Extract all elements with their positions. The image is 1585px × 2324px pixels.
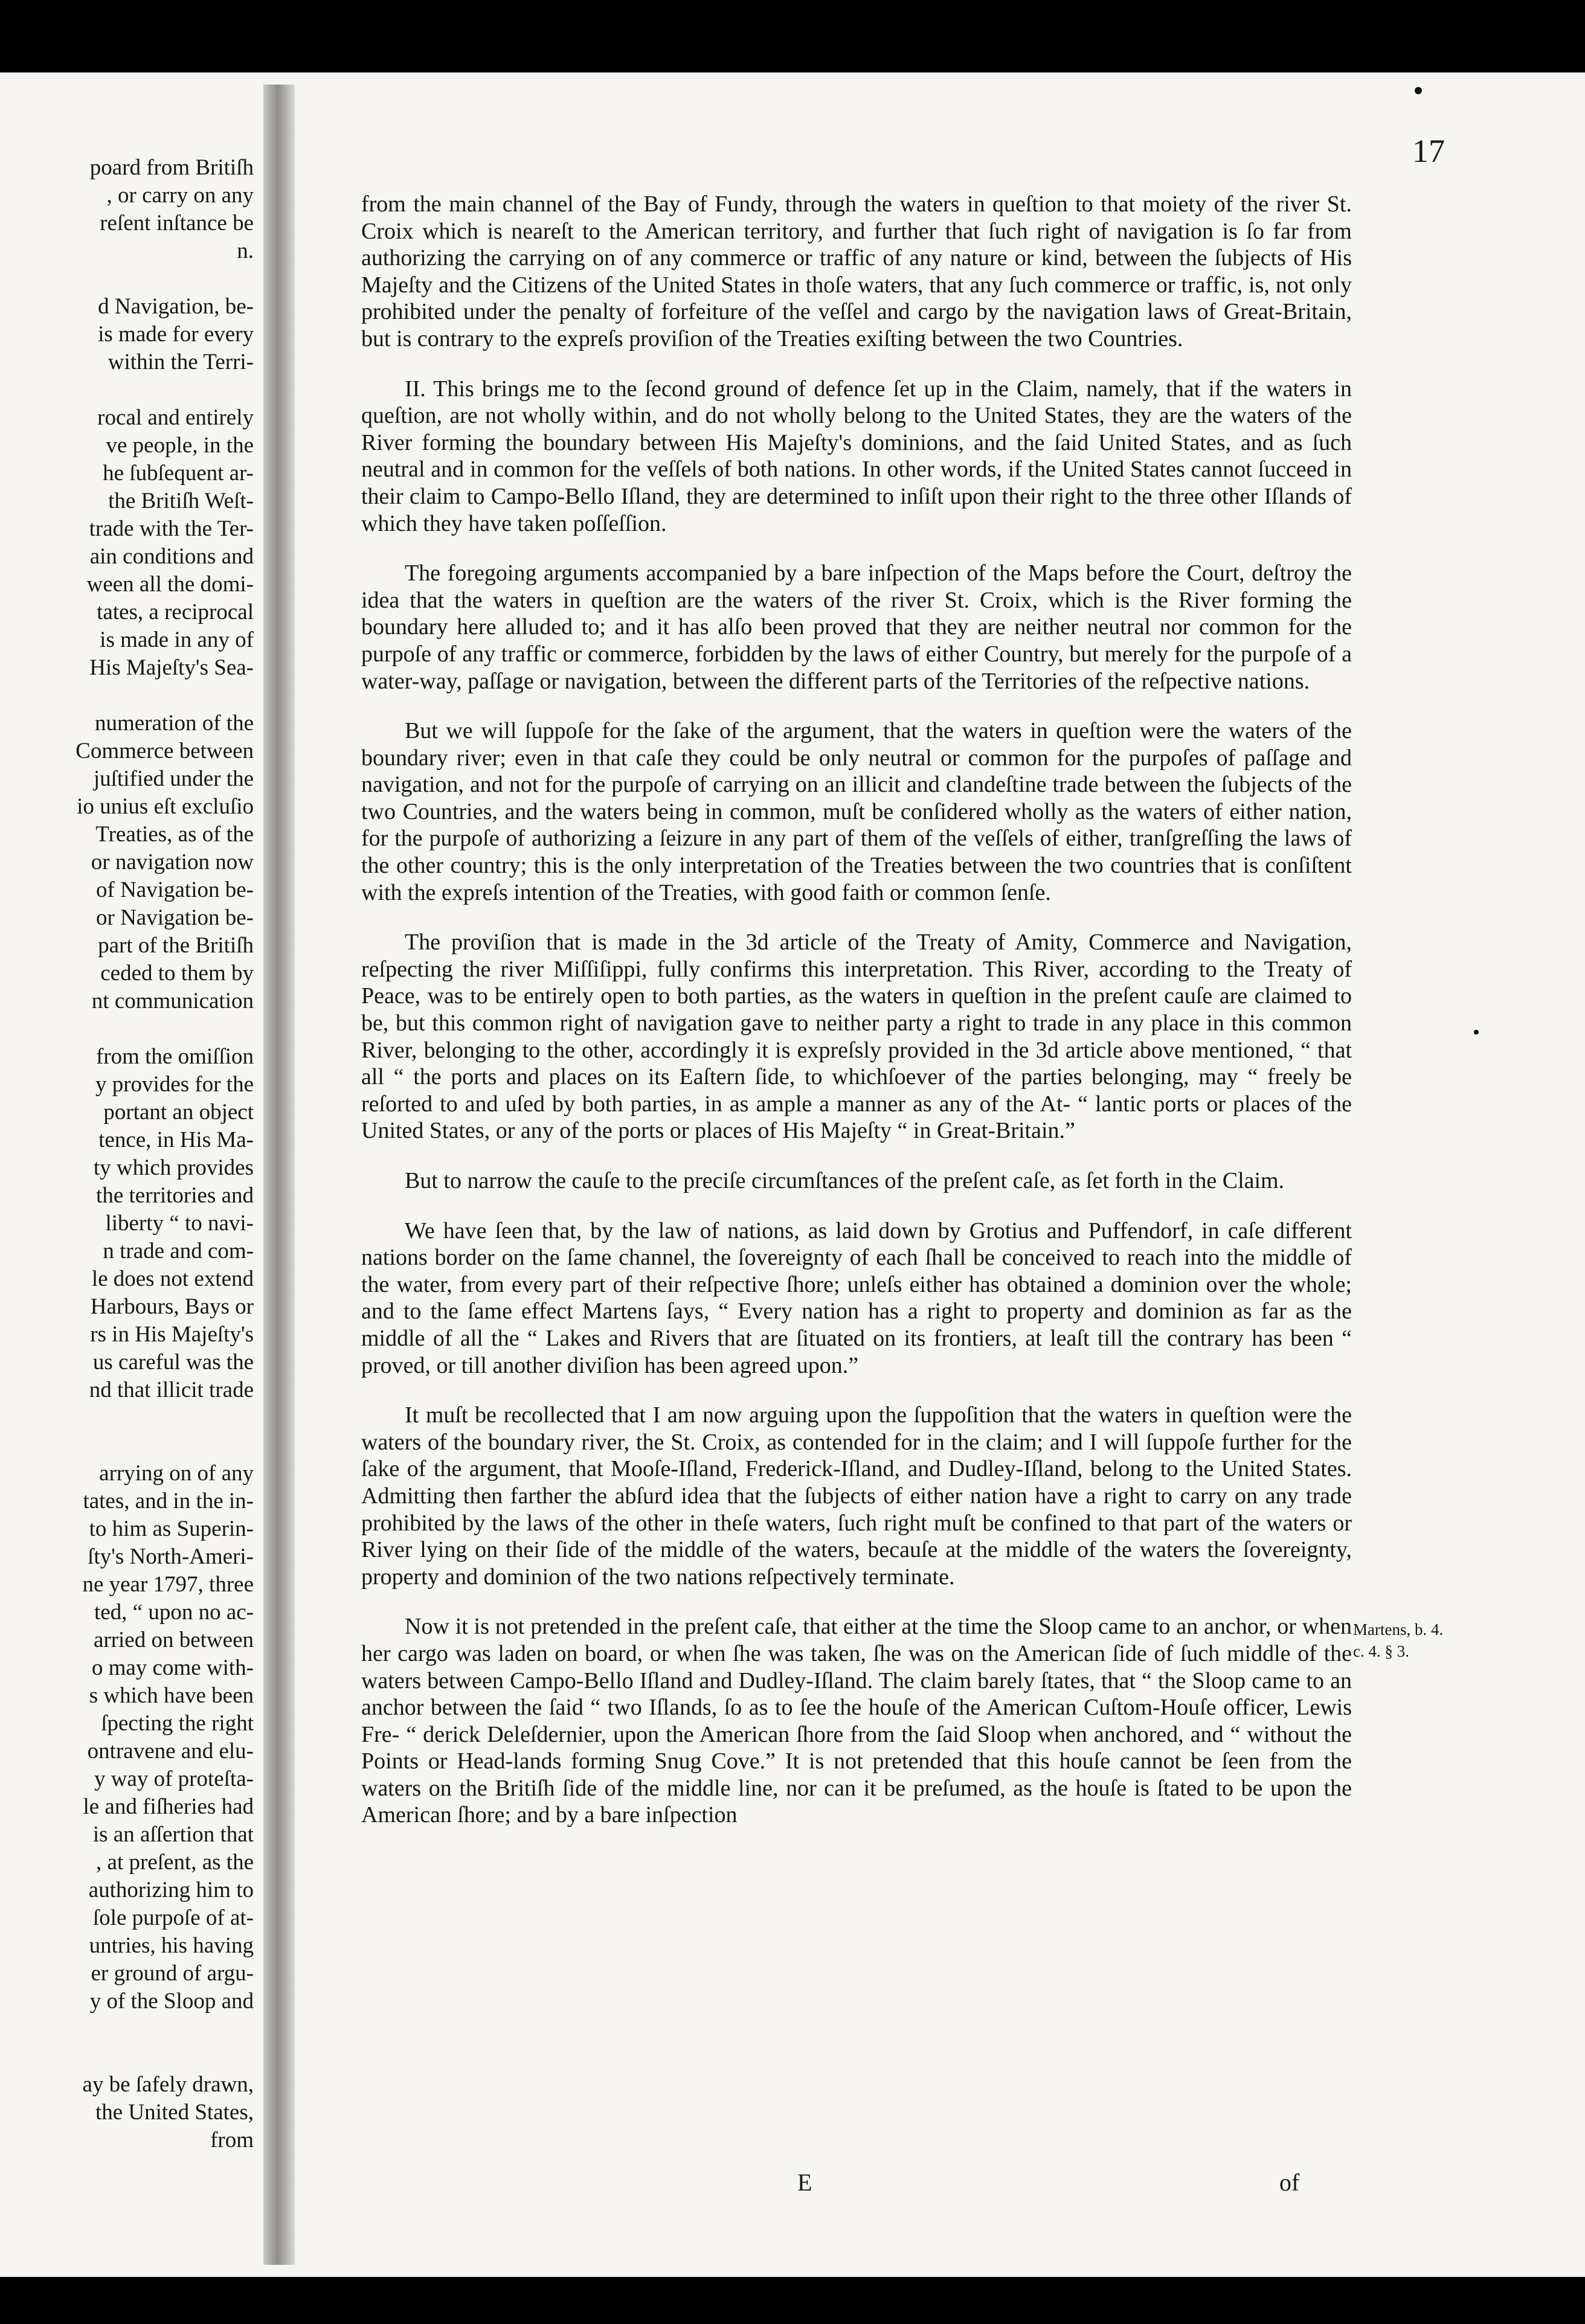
scan-speck: [1415, 87, 1422, 94]
facing-page-line: d Navigation, be-: [98, 294, 254, 319]
facing-page-line: the territories and: [96, 1183, 254, 1208]
facing-page-line: ne year 1797, three: [82, 1572, 254, 1597]
facing-page-line: from: [210, 2128, 254, 2152]
facing-page-line: ſty's North-Ameri-: [88, 1544, 254, 1569]
facing-page-line: trade with the Ter-: [89, 516, 254, 541]
main-text-block: [361, 168, 1352, 1852]
facing-page-line: authorizing him to: [88, 1878, 254, 1902]
paragraph: Now it is not pretended in the preſent caſe, that either at the time the Sloop came to an anchor, or when her cargo was laden on board, or when ſhe was taken, ſhe was on the American ſide of ſuch middle of the waters between Campo-Bello Iſland and Dudley-Iſland. The claim barely ſtates, that “ the Sloop came to an anchor between the ſaid “ two Iſlands, ſo as to ſee the houſe of the American Cuſtom-Houſe officer, Lewis Fre- “ derick Deleſdernier, upon the American ſhore from the ſaid Sloop when anchored, and “ without the Points or Head-lands forming Snug Cove.” It is not pretended that this houſe cannot be ſeen from the waters on the Britiſh ſide of the middle line, nor can it be preſumed, as the houſe is ſtated to be upon the American ſhore; and by a bare inſpection: [361, 1614, 1352, 1828]
facing-page-line: ceded to them by: [100, 961, 254, 986]
facing-page-line: portant an object: [103, 1100, 254, 1125]
facing-page-line: n trade and com-: [103, 1239, 254, 1263]
facing-page-line: er ground of argu-: [91, 1961, 254, 1986]
facing-page-line: nd that illicit trade: [89, 1378, 254, 1402]
facing-page-line: juſtified under the: [93, 766, 254, 791]
facing-page-line: the United States,: [95, 2100, 254, 2125]
facing-page-line: us careful was the: [92, 1350, 254, 1375]
facing-page-line: s which have been: [89, 1683, 254, 1708]
facing-page-line: nt communication: [91, 989, 254, 1013]
facing-page-line: he ſubſequent ar-: [103, 461, 254, 486]
facing-page-line: to him as Superin-: [89, 1517, 254, 1541]
marginal-note: Martens, b. 4. c. 4. § 3.: [1353, 1620, 1444, 1660]
facing-page-line: untries, his having: [89, 1933, 254, 1958]
facing-page-line: le and fiſheries had: [83, 1794, 254, 1819]
facing-page-line: Commerce between: [76, 739, 254, 763]
facing-page-line: reſent inſtance be: [100, 211, 254, 236]
facing-page-line: is made in any of: [100, 628, 254, 652]
facing-page-line: ſole purpoſe of at-: [92, 1905, 254, 1930]
paragraph: It muſt be recollected that I am now arguing upon the ſuppoſition that the waters in queſtion were the waters of the boundary river, the St. Croix, as contended for in the claim; and I will ſuppoſe further for the ſake of the argument, that Mooſe-Iſland, Frederick-Iſland, and Dudley-Iſland, belong to the United States. Admitting then farther the abſurd idea that the ſubjects of either nation have a right to carry on any trade prohibited by the laws of the other in theſe waters, ſuch right muſt be confined to that part of the waters or River lying on their ſide of the middle of the waters, becauſe at the middle of the waters the ſovereignty, property and dominion of the two nations reſpectively terminate.: [361, 1402, 1352, 1590]
facing-page-line: ontravene and elu-: [87, 1739, 254, 1764]
facing-page-fragment: [0, 72, 254, 2277]
facing-page-line: y provides for the: [95, 1072, 254, 1097]
facing-page-line: liberty “ to navi-: [105, 1211, 254, 1236]
facing-page-line: tates, a reciprocal: [97, 600, 254, 624]
scanned-page: [0, 72, 1585, 2277]
facing-page-line: rocal and entirely: [97, 405, 254, 430]
signature-mark: E: [797, 2169, 812, 2196]
facing-page-line: His Majeſty's Sea-: [89, 655, 254, 680]
facing-page-line: , or carry on any: [106, 183, 254, 208]
facing-page-line: of Navigation be-: [96, 878, 254, 902]
facing-page-line: Treaties, as of the: [95, 822, 254, 847]
facing-page-line: arried on between: [93, 1628, 254, 1652]
paragraph: But we will ſuppoſe for the ſake of the argument, that the waters in queſtion were the waters of the boundary river; even in that caſe they could be only neutral or common for the purpoſes of paſſage and navigation, and not for the purpoſe of carrying on an illicit and clandeſtine trade between the ſubjects of the two Countries, and the waters being in common, muſt be conſidered wholly as the waters of either nation, for the purpoſe of authorizing a ſeizure in any part of them of the veſſels of either, tranſgreſſing the laws of the other country; this is the only interpretation of the Treaties between the two countries that is conſiſtent with the expreſs intention of the Treaties, with good faith or common ſenſe.: [361, 718, 1352, 905]
facing-page-line: ted, “ upon no ac-: [94, 1600, 254, 1625]
book-gutter: [263, 85, 295, 2265]
facing-page-line: numeration of the: [94, 711, 254, 736]
facing-page-line: arrying on of any: [99, 1461, 254, 1486]
paragraph: We have ſeen that, by the law of nations, as laid down by Grotius and Puffendorf, in caſe different nations border on the ſame channel, the ſovereignty of each ſhall be conceived to reach into the middle of the water, from every part of their reſpective ſhore; unleſs either has obtained a dominion over the whole; and to the ſame effect Martens ſays, “ Every nation has a right to property and dominion as far as the middle of all the “ Lakes and Rivers that are ſituated on its frontiers, at leaſt till the contrary has been “ proved, or till another diviſion has been agreed upon.”: [361, 1218, 1352, 1378]
paragraph: from the main channel of the Bay of Fundy, through the waters in queſtion to that moiety of the river St. Croix which is neareſt to the American territory, and further that ſuch right of navigation is ſo far from authorizing the carrying on of any commerce or traffic of any nature or kind, between the ſubjects of His Majeſty and the Citizens of the United States in thoſe waters, that any ſuch commerce or traffic, is, not only prohibited under the penalty of forfeiture of the veſſel and cargo by the navigation laws of Great-Britain, but is contrary to the expreſs proviſion of the Treaties exiſting between the two Countries.: [361, 191, 1352, 351]
facing-page-line: le does not extend: [91, 1266, 254, 1291]
facing-page-line: within the Terri-: [108, 350, 254, 374]
facing-page-line: part of the Britiſh: [98, 933, 254, 958]
page-number: 17: [1412, 133, 1445, 169]
facing-page-line: y of the Sloop and: [89, 1989, 254, 2014]
facing-page-line: ve people, in the: [106, 433, 254, 458]
paragraph: But to narrow the cauſe to the preciſe circumſtances of the preſent caſe, as ſet forth in the Claim.: [405, 1168, 1285, 1193]
facing-page-line: ſpecting the right: [101, 1711, 254, 1736]
paragraph: II. This brings me to the ſecond ground of defence ſet up in the Claim, namely, that if the waters in queſtion, are not wholly within, and do not wholly belong to the United States, they are the waters of the River forming the boundary between His Majeſty's dominions, and the ſaid United States, and as ſuch neutral and in common for the veſſels of both nations. In other words, if the United States cannot ſucceed in their claim to Campo-Bello Iſland, they are determined to inſiſt upon their right to the three other Iſlands of which they have taken poſſeſſion.: [361, 376, 1352, 536]
facing-page-line: Harbours, Bays or: [90, 1294, 254, 1319]
facing-page-line: is made for every: [98, 322, 254, 347]
facing-page-line: ain conditions and: [89, 544, 254, 569]
facing-page-line: or navigation now: [91, 850, 254, 875]
facing-page-line: ay be ſafely drawn,: [82, 2072, 254, 2097]
facing-page-line: rs in His Majeſty's: [90, 1322, 254, 1347]
facing-page-line: the Britiſh Weſt-: [108, 489, 254, 513]
facing-page-line: ty which provides: [93, 1155, 254, 1180]
scan-speck: [1474, 1030, 1479, 1035]
facing-page-line: or Navigation be-: [96, 905, 254, 930]
facing-page-line: ween all the domi-: [86, 572, 254, 597]
facing-page-line: poard from Britiſh: [89, 155, 254, 180]
facing-page-line: tates, and in the in-: [83, 1489, 254, 1513]
facing-page-line: y way of proteſta-: [94, 1767, 254, 1791]
facing-page-line: from the omiſſion: [95, 1044, 254, 1069]
facing-page-line: n.: [237, 239, 254, 263]
facing-page-line: is an aſſertion that: [92, 1822, 254, 1847]
facing-page-line: tence, in His Ma-: [98, 1128, 254, 1152]
catchword: of: [1279, 2169, 1300, 2196]
facing-page-line: io unius eſt excluſio: [77, 794, 254, 819]
facing-page-line: o may come with-: [91, 1655, 254, 1680]
facing-page-line: , at preſent, as the: [96, 1850, 254, 1875]
paragraph: The foregoing arguments accompanied by a bare inſpection of the Maps before the Court, deſtroy the idea that the waters in queſtion are the waters of the river St. Croix, which is the River forming the boundary here alluded to; and it has alſo been proved that they are neither neutral nor common for the purpoſe of any traffic or commerce, forbidden by the laws of either Country, but merely for the purpoſe of a water-way, paſſage or navigation, between the different parts of the Territories of the reſpective nations.: [361, 560, 1352, 694]
paragraph: The proviſion that is made in the 3d article of the Treaty of Amity, Commerce and Navigation, reſpecting the river Miſſiſippi, fully confirms this interpretation. This River, according to the Treaty of Peace, was to be entirely open to both parties, as the waters in queſtion in the preſent cauſe are claimed to be, but this common right of navigation gave to neither party a right to trade in any place in this common River, belonging to the other, accordingly it is expreſsly provided in the 3d article above mentioned, “ that all “ the ports and places on its Eaſtern ſide, to whichſoever of the parties belonging, may “ freely be reſorted to and uſed by both parties, in as ample a manner as any of the At- “ lantic ports or places of the United States, or any of the ports or places of His Majeſty “ in Great-Britain.”: [361, 929, 1352, 1144]
